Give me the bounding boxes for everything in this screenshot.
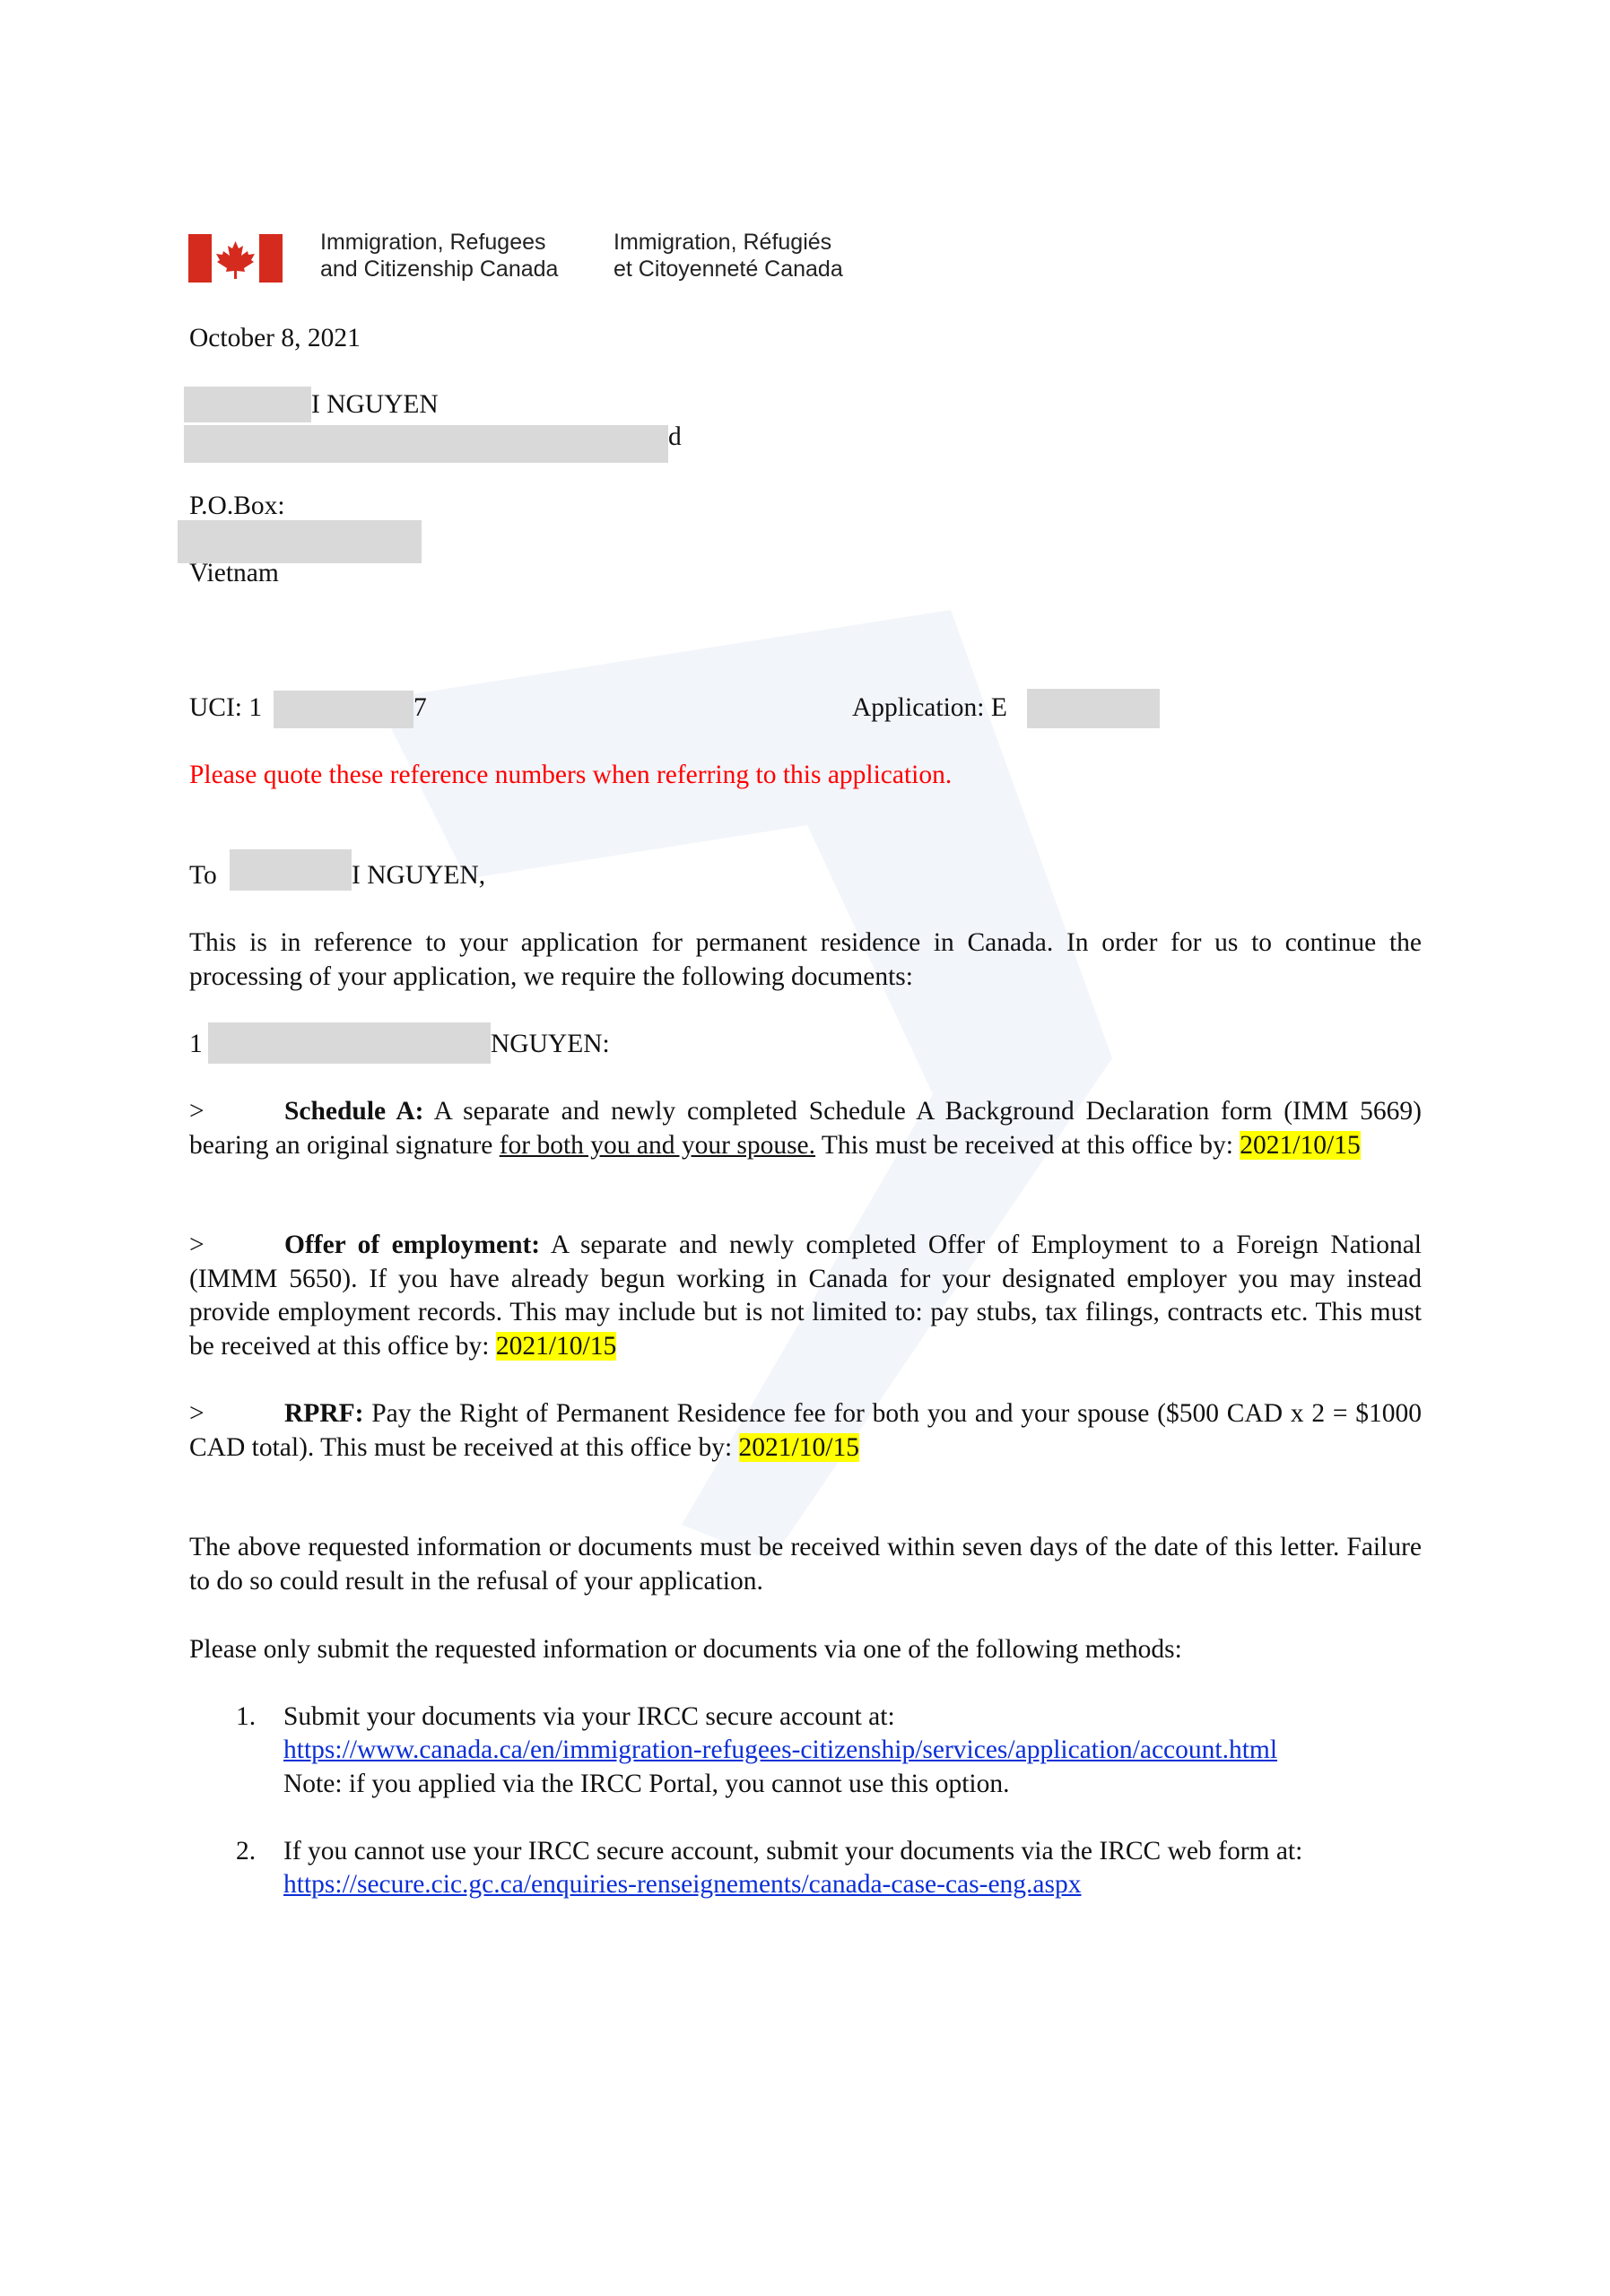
method-1-note: Note: if you applied via the IRCC Portal, you cannot use this option. (283, 1770, 1010, 1798)
redacted-street-address (184, 425, 668, 463)
salutation-to: To (189, 861, 217, 890)
document-item-rprf (189, 1397, 1422, 1465)
letterhead (188, 229, 906, 291)
method-2-text: If you cannot use your IRCC secure account, submit your documents via the IRCC web form at: (283, 1837, 1303, 1866)
method-number: 2. (236, 1837, 257, 1866)
deadline-paragraph: The above requested information or documents must be received within seven days of the date of this letter. Failure to do so could result in the refusal of your application. (189, 1533, 1422, 1596)
intro-paragraph: This is in reference to your application for permanent residence in Canada. In order for us to continue the processing of your application, we require the following documents: (189, 928, 1422, 991)
secure-account-link[interactable]: https://www.canada.ca/en/immigration-refugees-citizenship/services/application/account.html (283, 1735, 1278, 1764)
country: Vietnam (189, 559, 279, 587)
item-text: A separate and newly completed Schedule A Background Declaration form (IMM 5669) bearing an original signature (189, 1097, 1422, 1160)
redacted-applicant-name (208, 1022, 491, 1064)
due-date: 2021/10/15 (738, 1432, 859, 1462)
redacted-application-number (1027, 689, 1160, 728)
reference-notice: Please quote these reference numbers when referring to this application. (189, 761, 953, 789)
redacted-salutation-name (230, 849, 352, 891)
method-1-text: Submit your documents via your IRCC secure account at: (283, 1702, 895, 1731)
item-title: RPRF: (284, 1399, 364, 1428)
item-marker: > (189, 1399, 205, 1428)
dept-name-en-1: Immigration, Refugees (320, 230, 546, 255)
due-date: 2021/10/15 (495, 1331, 617, 1361)
item-underlined-text: for both you and your spouse. (499, 1130, 816, 1160)
due-date: 2021/10/15 (1240, 1130, 1361, 1160)
item-marker: > (189, 1231, 205, 1259)
dept-name-en-2: and Citizenship Canada (320, 257, 559, 282)
recipient-name: I NGUYEN (311, 390, 439, 419)
methods-intro: Please only submit the requested information or documents via one of the following methods: (189, 1635, 1182, 1664)
dept-name-fr-2: et Citoyenneté Canada (614, 257, 843, 282)
item-text: A separate and newly completed Offer of Employment to a Foreign National (IMMM 5650). If you have already begun working in Canada for your designated employer you may instead provide employment records. This may include but is not limited to: pay stubs, tax filings, contracts etc. This must be received at this office by: (189, 1231, 1422, 1361)
applicant-name: NGUYEN: (491, 1030, 610, 1058)
item-title: Offer of employment: (284, 1231, 541, 1259)
dept-name-fr-1: Immigration, Réfugiés (614, 230, 832, 255)
redacted-first-name (184, 387, 311, 422)
salutation-name: I NGUYEN, (352, 861, 486, 890)
application-label: Application: E (852, 693, 1007, 722)
address-line-tail: d (668, 422, 682, 451)
document-item-schedule-a (189, 1095, 1422, 1162)
letter-date: October 8, 2021 (189, 324, 361, 352)
item-marker: > (189, 1097, 205, 1126)
canada-flag-icon (188, 234, 283, 283)
item-text: Pay the Right of Permanent Residence fee for both you and your spouse ($500 CAD x 2 = $1000 CAD total). This must be received at this office by: (189, 1399, 1422, 1462)
item-text-after: This must be received at this office by: (815, 1130, 1233, 1160)
method-number: 1. (236, 1702, 257, 1731)
document-item-offer-of-employment (189, 1229, 1422, 1363)
web-form-link[interactable]: https://secure.cic.gc.ca/enquiries-renseignements/canada-case-cas-eng.aspx (283, 1870, 1082, 1899)
uci-tail: 7 (413, 693, 427, 722)
item-title: Schedule A: (284, 1097, 424, 1126)
pobox-label: P.O.Box: (189, 491, 285, 520)
redacted-uci (274, 691, 413, 728)
uci-label: UCI: 1 (189, 693, 263, 722)
applicant-prefix: 1 (189, 1030, 203, 1058)
